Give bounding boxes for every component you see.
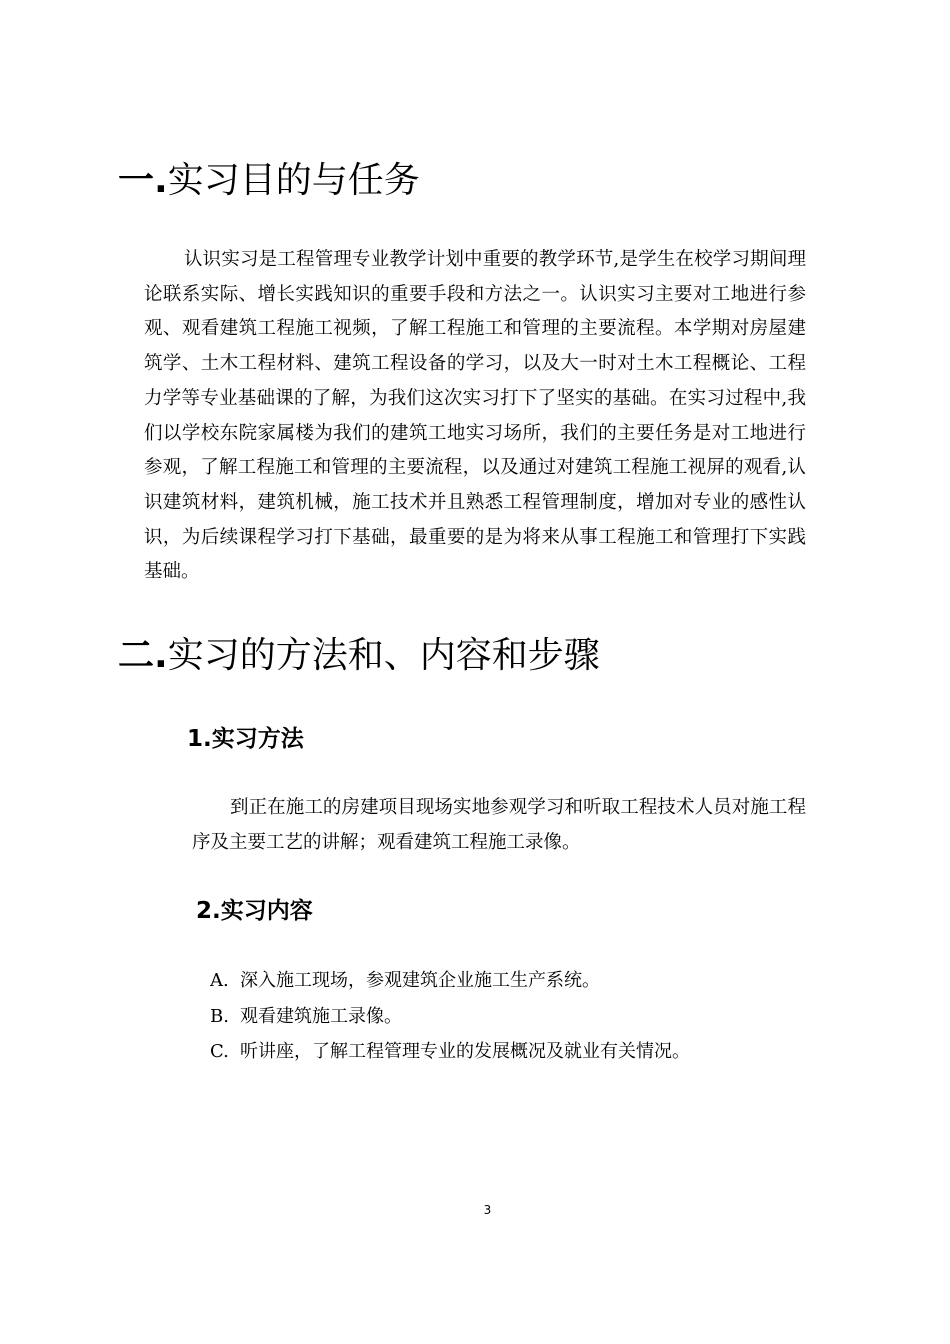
section-1-number: 一.	[118, 160, 168, 201]
page-number: 3	[483, 1203, 492, 1217]
subsection-1-paragraph: 到正在施工的房建项目现场实地参观学习和听取工程技术人员对施工程序及主要工艺的讲解；观看建筑工程施工录像。	[192, 797, 806, 853]
section-1-paragraph: 认识实习是工程管理专业教学计划中重要的教学环节,是学生在校学习期间理论联系实际、增长实践知识的重要手段和方法之一。认识实习主要对工地进行参观、观看建筑工程施工视频，了解工程施工和管理的主要流程。本学期对房屋建筑学、土木工程材料、建筑工程设备的学习，以及大一时对土木工程概论、工程力学等专业基础课的了解，为我们这次实习打下了坚实的基础。在实习过程中,我们以学校东院家属楼为我们的建筑工地实习场所，我们的主要任务是对工地进行参观，了解工程施工和管理的主要流程，以及通过对建筑工程施工视屏的观看,认识建筑材料，建筑机械，施工技术并且熟悉工程管理制度，增加对专业的感性认识，为后续课程学习打下基础，最重要的是为将来从事工程施工和管理打下实践基础。	[144, 249, 806, 583]
list-item-text: 深入施工现场，参观建筑企业施工生产系统。	[240, 970, 600, 991]
subsection-2-heading: 2.实习内容	[196, 898, 313, 924]
section-1-heading	[118, 159, 420, 203]
content-list	[210, 963, 690, 1070]
subsection-1-heading: 1.实习方法	[187, 726, 304, 752]
list-item-text: 听讲座，了解工程管理专业的发展概况及就业有关情况。	[240, 1041, 690, 1062]
list-marker: A.	[210, 970, 229, 991]
section-1-title: 实习目的与任务	[167, 160, 420, 201]
section-2-heading	[118, 634, 600, 678]
list-marker: C.	[210, 1041, 229, 1062]
list-item	[210, 963, 690, 999]
list-marker: B.	[210, 1005, 229, 1027]
section-2-number: 二.	[118, 635, 168, 676]
list-item	[210, 999, 690, 1035]
section-2-title: 实习的方法和、内容和步骤	[167, 635, 600, 676]
list-item-text: 观看建筑施工录像。	[240, 1005, 402, 1027]
list-item	[210, 1034, 690, 1070]
